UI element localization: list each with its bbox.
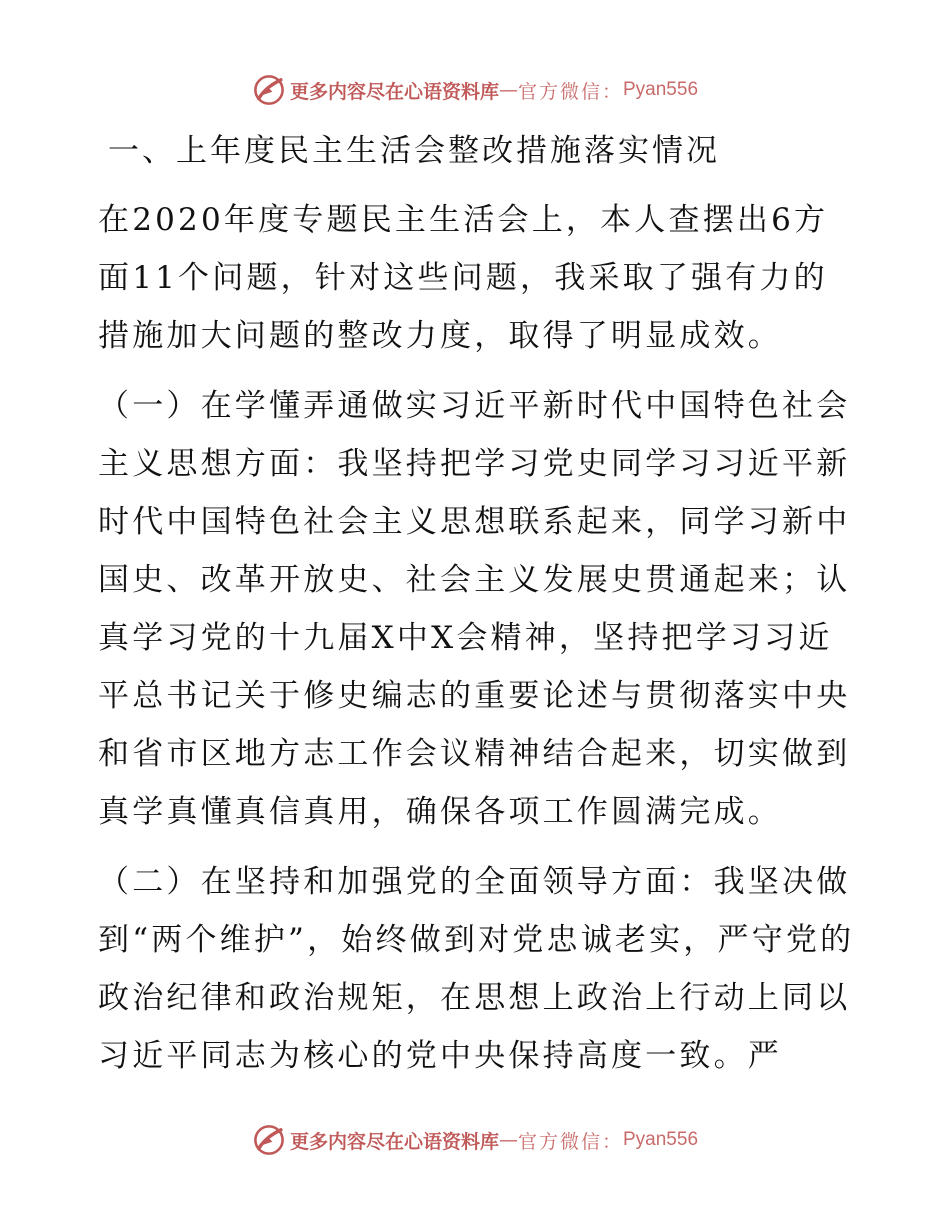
paragraph-item-2: （二）在坚持和加强党的全面领导方面：我坚决做到“两个维护”，始终做到对党忠诚老实，严守党的政治纪律和政治规矩，在思想上政治上行动上同以习近平同志为核心的党中央保持高度一致。严	[98, 864, 855, 1074]
watermark-sub-text: 官方微信：	[517, 80, 623, 103]
watermark-separator: —	[498, 79, 518, 101]
paragraph-intro: 在2020年度专题民主生活会上，本人查摆出6方面11个问题，针对这些问题，我采取了强有力的措施加大问题的整改力度，取得了明显成效。	[98, 202, 829, 354]
pen-logo-icon	[252, 1123, 286, 1157]
watermark-main-text: 更多内容尽在心语资料库	[289, 80, 499, 103]
watermark-header	[0, 70, 950, 110]
pen-logo-icon	[252, 73, 286, 107]
watermark-main-text: 更多内容尽在心语资料库	[289, 1130, 499, 1153]
watermark-sub-text: 官方微信：	[517, 1130, 623, 1153]
watermark-footer	[0, 1120, 950, 1160]
watermark-separator: —	[498, 1129, 518, 1151]
watermark-wechat-id: Pyan556	[623, 1129, 699, 1150]
watermark-wechat-id: Pyan556	[623, 79, 699, 100]
paragraph-item-1: （一）在学懂弄通做实习近平新时代中国特色社会主义思想方面：我坚持把学习党史同学习习近平新时代中国特色社会主义思想联系起来，同学习新中国史、改革开放史、社会主义发展史贯通起来；认真学习党的十九届X中X会精神，坚持把学习习近平总书记关于修史编志的重要论述与贯彻落实中央和省市区地方志工作会议精神结合起来，切实做到真学真懂真信真用，确保各项工作圆满完成。	[98, 388, 851, 830]
section-heading: 一、上年度民主生活会整改措施落实情况	[108, 133, 720, 169]
document-body	[98, 125, 858, 1097]
